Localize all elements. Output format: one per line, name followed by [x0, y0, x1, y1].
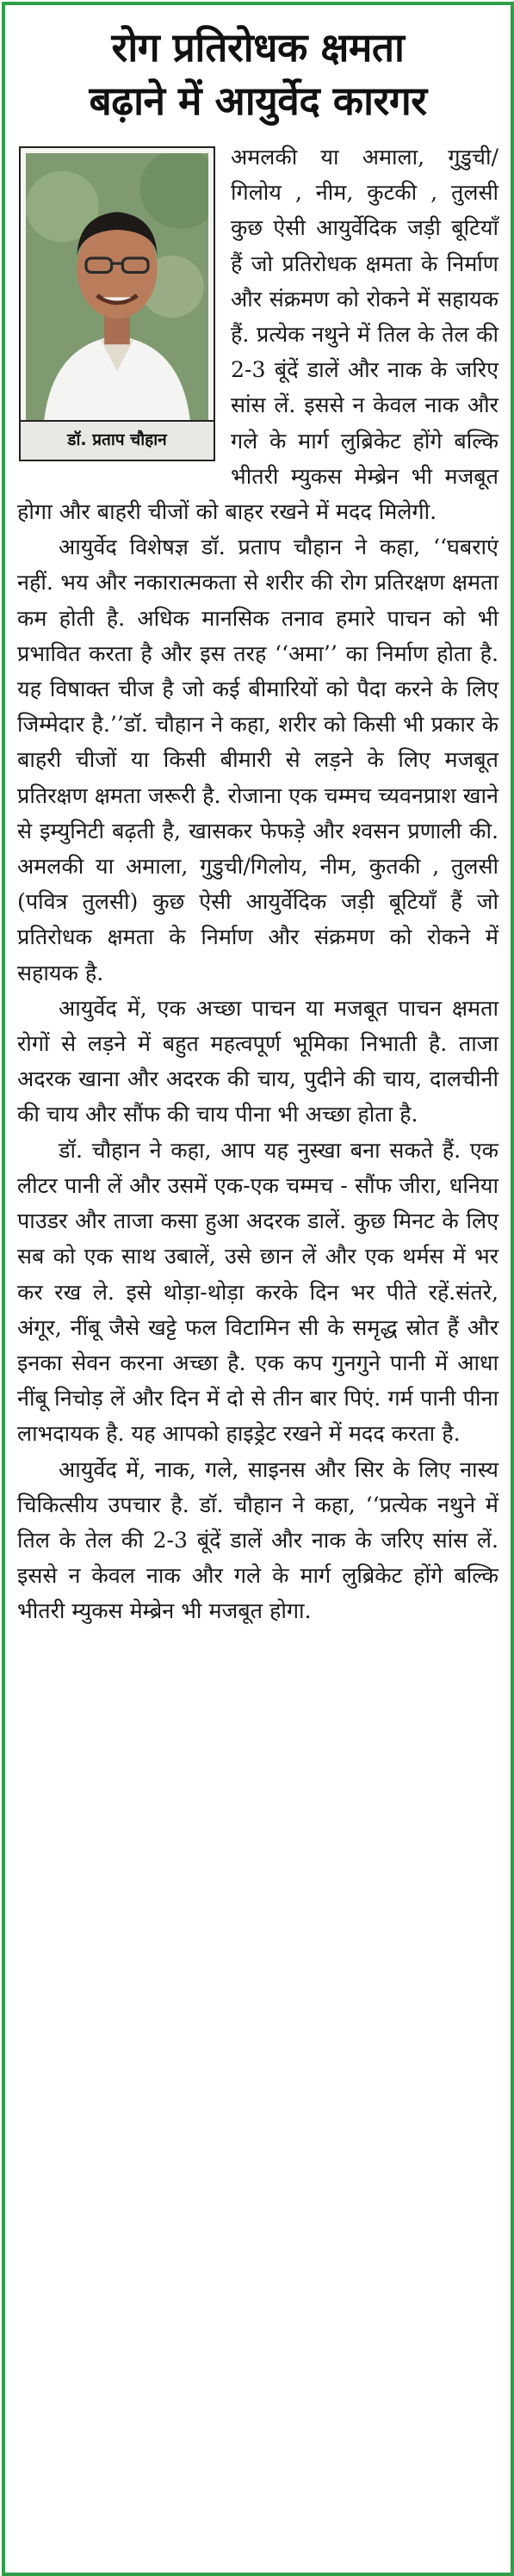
paragraph-5: आयुर्वेद में, नाक, गले, साइनस और सिर के लिए नास्य चिकित्सीय उपचार है. डॉ. चौहान ने कहा, ‘‘प्रत्येक नथुने में तिल के तेल की 2-3 बूंदें डालें और नाक के जरिए सांस लें. इससे न केवल नाक और गले के मार्ग लुब्रिकेट होंगे बल्कि भीतरी म्युकस मेम्ब्रेन भी मजबूत होगा.	[17, 1456, 499, 1624]
paragraph-4: डॉ. चौहान ने कहा, आप यह नुस्खा बना सकते हैं. एक लीटर पानी लें और उसमें एक-एक चम्मच - सौंफ जीरा, धनिया पाउडर और ताजा कसा हुआ अदरक डालें. कुछ मिनट के लिए सब को एक साथ उबालें, उसे छान लें और एक थर्मस में भर कर रख ले. इसे थोड़ा-थोड़ा करके दिन भर पीते रहें.संतरे, अंगूर, नींबू जैसे खट्टे फल विटामिन सी के समृद्ध स्रोत हैं और इनका सेवन करना अच्छा है. एक कप गुनगुने पानी में आधा नींबू निचोड़ लें और दिन में दो से तीन बार पिएं. गर्म पानी पीना लाभदायक है. यह आपको हाइड्रेट रखने में मदद करता है.	[17, 1137, 499, 1447]
paragraph-3: आयुर्वेद में, एक अच्छा पाचन या मजबूत पाचन क्षमता रोगों से लड़ने में बहुत महत्वपूर्ण भूमिका निभाती है. ताजा अदरक खाना और अदरक की चाय, पुदीने की चाय, दालचीनी की चाय और सौंफ की चाय पीना भी अच्छा होता है.	[17, 995, 499, 1127]
portrait-image	[26, 153, 208, 420]
headline	[12, 21, 504, 127]
author-photo-box	[19, 146, 215, 461]
article-body	[17, 139, 499, 1629]
headline-line-2: बढ़ाने में आयुर्वेद कारगर	[89, 77, 427, 124]
article-frame	[2, 2, 514, 2576]
photo-caption: डॉ. प्रताप चौहान	[21, 420, 214, 460]
headline-line-1: रोग प्रतिरोधक क्षमता	[111, 24, 405, 71]
paragraph-2: आयुर्वेद विशेषज्ञ डॉ. प्रताप चौहान ने कहा, ‘‘घबराएं नहीं. भय और नकारात्मकता से शरीर की रोग प्रतिरक्षण क्षमता कम होती है. अधिक मानसिक तनाव हमारे पाचन को भी प्रभावित करता है और इस तरह ‘‘अमा’’ का निर्माण होता है. यह विषाक्त चीज है जो कई बीमारियों को पैदा करने के लिए जिम्मेदार है.’’डॉ. चौहान ने कहा, शरीर को किसी भी प्रकार के बाहरी चीजों या किसी बीमारी से लड़ने के लिए मजबूत प्रतिरक्षण क्षमता जरूरी है. रोजाना एक चम्मच च्यवनप्राश खाने से इम्युनिटी बढ़ती है, खासकर फेफड़े और श्वसन प्रणाली की. अमलकी या अमाला, गुडुची/गिलोय, नीम, कुतकी , तुलसी (पवित्र तुलसी) कुछ ऐसी आयुर्वेदिक जड़ी बूटियाँ हैं जो प्रतिरोधक क्षमता के निर्माण और संक्रमण को रोकने में सहायक है.	[17, 534, 499, 985]
paragraph-1: अमलकी या अमाला, गुडुची/ गिलोय , नीम, कुटकी , तुलसी कुछ ऐसी आयुर्वेदिक जड़ी बूटियाँ हैं जो प्रतिरोधक क्षमता के निर्माण और संक्रमण को रोकने में सहायक हैं. प्रत्येक नथुने में तिल के तेल की 2-3 बूंदें डालें और नाक के जरिए सांस लें. इससे न केवल नाक और गले के मार्ग लुब्रिकेट होंगे बल्कि भीतरी म्युकस मेम्ब्रेन भी मजबूत होगा और बाहरी चीजों को बाहर रखने में मदद मिलेगी.	[17, 145, 499, 525]
author-photo	[26, 153, 208, 420]
